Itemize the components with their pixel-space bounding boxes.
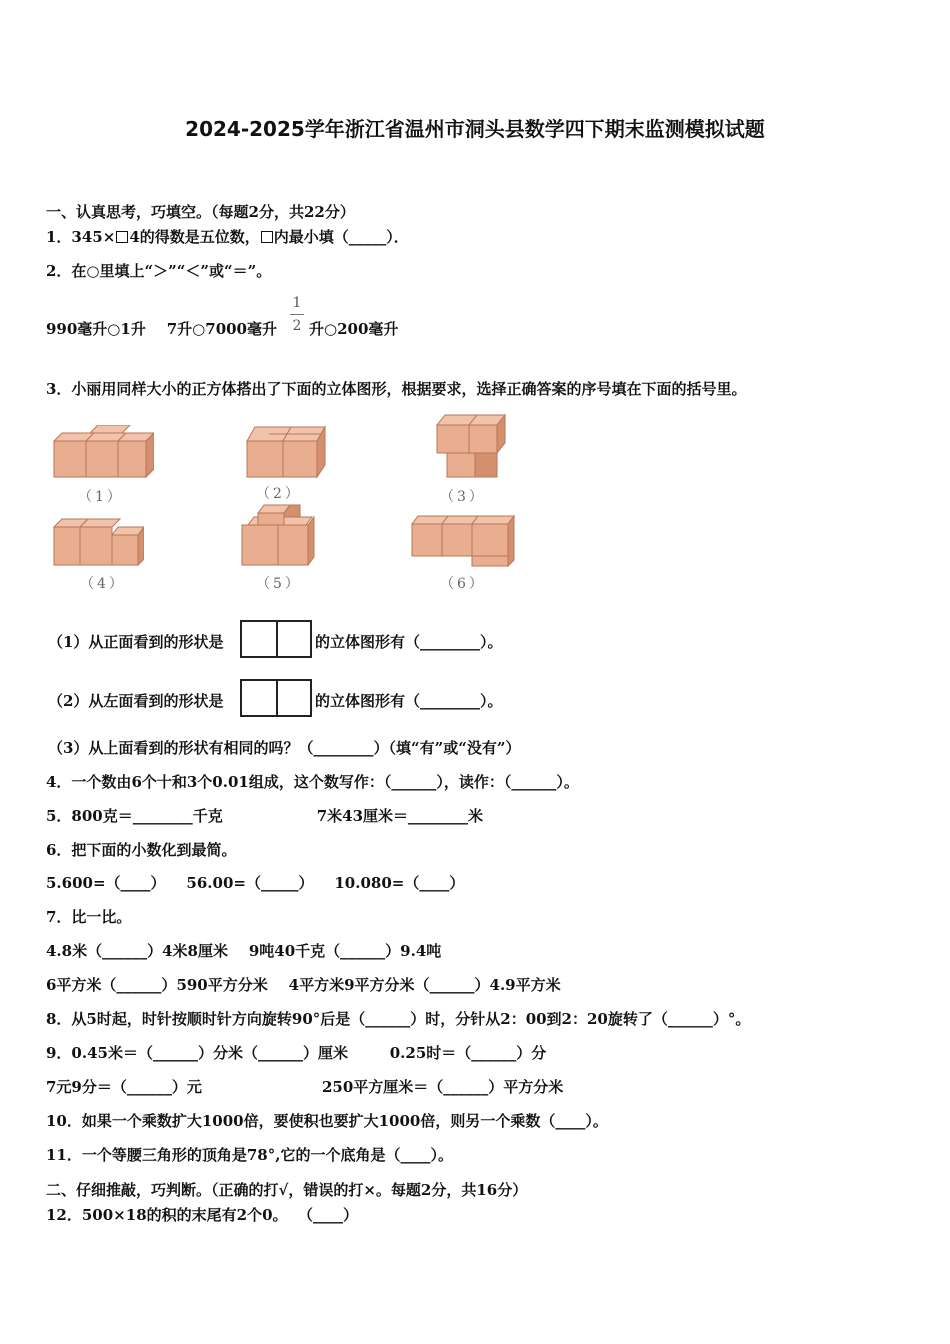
question-8: 8．从5时起，时针按顺时针方向旋转90°后是（______）时，分针从2：00到2：20旋转了（______）°。 — [46, 1010, 751, 1028]
cube-figure-5-label: （5） — [256, 576, 302, 592]
cube-figure-6-label: （6） — [440, 576, 486, 592]
question-6: 6．把下面的小数化到最简。 — [46, 841, 237, 859]
q3-sub3: （3）从上面看到的形状有相同的吗？（________）（填“有”或“没有”） — [48, 739, 521, 757]
fraction-numerator: 1 — [292, 295, 302, 311]
q3-sub2-suffix: 的立体图形有（________）。 — [315, 692, 503, 710]
fraction-one-half — [290, 294, 304, 335]
cube-figure-4-label: （4） — [80, 576, 126, 592]
page-title: 2024-2025学年浙江省温州市洞头县数学四下期末监测模拟试题 — [185, 117, 765, 141]
q3-sub1-prefix: （1）从正面看到的形状是 — [48, 633, 224, 651]
blank-square-icon — [116, 231, 128, 243]
q3-sub1-suffix: 的立体图形有（________）。 — [315, 633, 503, 651]
cube-figure-2 — [243, 425, 327, 481]
question-7: 7．比一比。 — [46, 908, 132, 926]
cube-figure-3-label: （3） — [440, 489, 486, 505]
q1-part-a: 1．345× — [46, 228, 116, 246]
left-view-shape — [240, 679, 312, 717]
question-11: 11．一个等腰三角形的顶角是78°,它的一个底角是（____）。 — [46, 1146, 453, 1164]
q2-row-b: 升○200毫升 — [309, 320, 399, 338]
question-4: 4．一个数由6个十和3个0.01组成，这个数写作：（______），读作：（______）。 — [46, 773, 579, 791]
cube-figure-1 — [50, 425, 154, 481]
q9-row-2: 7元9分＝（______）元 250平方厘米＝（______）平方分米 — [46, 1078, 564, 1096]
q2-row-a: 990毫升○1升 7升○7000毫升 — [46, 320, 277, 338]
q7-row-2: 6平方米（______）590平方分米 4平方米9平方分米（______）4.9平方米 — [46, 976, 561, 994]
blank-square-icon — [261, 231, 273, 243]
question-3: 3．小丽用同样大小的正方体搭出了下面的立体图形，根据要求，选择正确答案的序号填在下面的括号里。 — [46, 380, 747, 398]
cube-figure-6 — [408, 512, 520, 570]
question-2: 2．在○里填上“＞”“＜”或“＝”。 — [46, 262, 272, 280]
q6-row: 5.600=（____） 56.00=（_____） 10.080=（____） — [46, 874, 465, 892]
q1-part-c: 内最小填（_____）． — [273, 228, 409, 246]
cube-figure-3 — [433, 413, 509, 481]
q7-row-1: 4.8米（______）4米8厘米 9吨40千克（______）9.4吨 — [46, 942, 442, 960]
fraction-denominator: 2 — [292, 318, 302, 334]
question-1 — [46, 228, 409, 246]
fraction-bar — [290, 314, 304, 315]
q3-sub2-prefix: （2）从左面看到的形状是 — [48, 692, 224, 710]
cube-figure-4 — [50, 515, 144, 569]
section1-heading: 一、认真思考，巧填空。（每题2分，共22分） — [46, 203, 355, 221]
cube-figure-5 — [238, 503, 316, 569]
q1-part-b: 4的得数是五位数， — [129, 228, 260, 246]
section2-heading: 二、仔细推敲，巧判断。（正确的打√，错误的打×。每题2分，共16分） — [46, 1181, 528, 1199]
question-10: 10．如果一个乘数扩大1000倍，要使积也要扩大1000倍，则另一个乘数（____）。 — [46, 1112, 608, 1130]
cube-figure-1-label: （1） — [78, 489, 124, 505]
front-view-shape — [240, 620, 312, 658]
question-5: 5．800克＝________千克 7米43厘米＝________米 — [46, 807, 484, 825]
q9-row-1: 9．0.45米＝（______）分米（______）厘米 0.25时＝（______）分 — [46, 1044, 547, 1062]
question-12: 12．500×18的积的末尾有2个0。 （____） — [46, 1206, 358, 1224]
cube-figure-2-label: （2） — [256, 486, 302, 502]
